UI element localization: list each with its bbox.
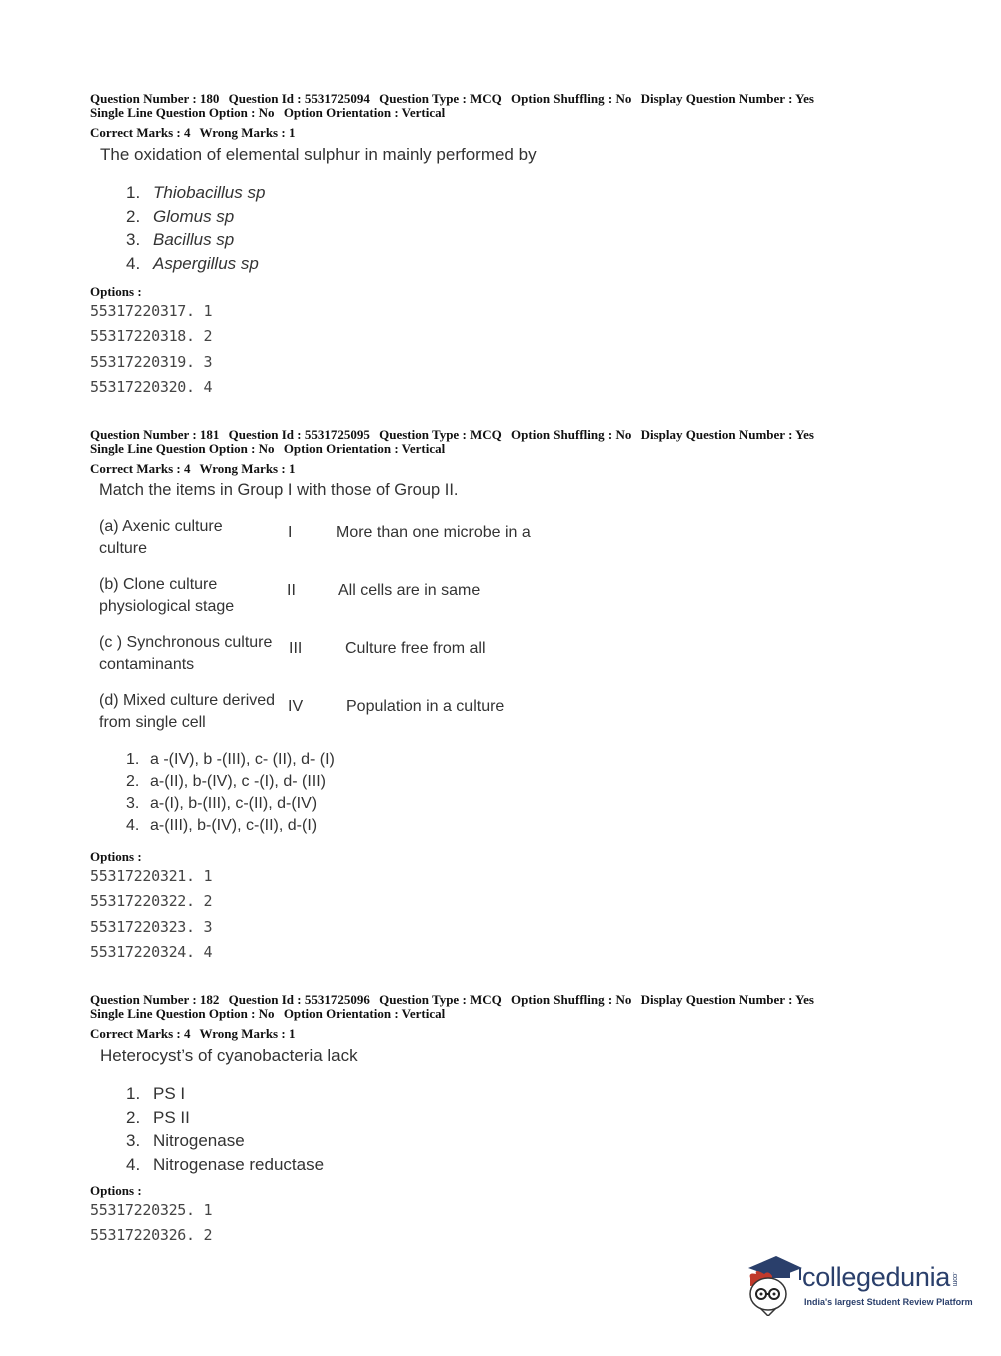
meta-display-number: Display Question Number : Yes <box>640 427 814 442</box>
meta-question-number: Question Number : 181 <box>90 427 220 442</box>
match-right-item: Population in a culture <box>346 698 505 715</box>
choice-item <box>126 749 335 771</box>
choice-text: Glomus sp <box>153 206 235 226</box>
choice-text: Nitrogenase reductase <box>153 1154 325 1174</box>
meta-question-number: Question Number : 182 <box>90 992 220 1007</box>
choice-number: 4. <box>126 817 140 834</box>
choice-item <box>126 793 335 815</box>
choice-number: 1. <box>126 1084 141 1103</box>
match-row <box>99 632 559 682</box>
question-stem: Heterocyst’s of cyanobacteria lack <box>100 1046 358 1065</box>
answer-choices <box>126 181 265 275</box>
match-row <box>99 574 559 624</box>
option-id: 55317220325. 1 <box>90 1201 213 1219</box>
option-id: 55317220323. 3 <box>90 917 213 936</box>
options-label: Options : <box>90 849 142 864</box>
question-stem: The oxidation of elemental sulphur in mainly performed by <box>100 145 537 164</box>
meta-question-type: Question Type : MCQ <box>379 427 502 442</box>
choice-number: 4. <box>126 1154 141 1174</box>
wrong-marks: Wrong Marks : 1 <box>199 461 296 476</box>
question-meta-line2 <box>90 1007 451 1022</box>
choice-item <box>126 181 265 205</box>
meta-display-number: Display Question Number : Yes <box>640 91 814 106</box>
choice-text: a-(III), b-(IV), c-(II), d-(I) <box>150 817 318 834</box>
match-row <box>99 516 559 566</box>
question-meta-line2 <box>90 442 451 457</box>
choice-text: Nitrogenase <box>153 1131 245 1150</box>
choice-text: a -(IV), b -(III), c- (II), d- (I) <box>150 751 335 768</box>
choice-item <box>126 228 265 252</box>
choice-text: PS I <box>153 1084 186 1103</box>
option-id: 55317220319. 3 <box>90 352 213 371</box>
options-list <box>90 299 212 400</box>
choice-item <box>126 815 335 837</box>
option-id: 55317220318. 2 <box>90 327 213 346</box>
mascot-icon <box>742 1250 804 1316</box>
option-id: 55317220326. 2 <box>90 1226 213 1245</box>
match-left-item: (b) Clone culture physiological stage <box>99 576 235 615</box>
option-id: 55317220321. 1 <box>90 867 213 885</box>
option-id: 55317220317. 1 <box>90 302 213 320</box>
options-list <box>90 1198 212 1249</box>
meta-question-id: Question Id : 5531725094 <box>228 91 370 106</box>
choice-item <box>126 1106 324 1130</box>
choice-item <box>126 252 265 276</box>
question-meta-line2 <box>90 106 451 121</box>
question-marks <box>90 462 301 477</box>
choice-text: Bacillus sp <box>153 230 235 249</box>
match-left-item: (d) Mixed culture derived from single cell <box>99 692 276 731</box>
wrong-marks: Wrong Marks : 1 <box>199 1026 296 1041</box>
wrong-marks: Wrong Marks : 1 <box>199 125 296 140</box>
match-right-item: All cells are in same <box>338 582 481 599</box>
option-id: 55317220324. 4 <box>90 942 213 961</box>
option-id: 55317220322. 2 <box>90 892 213 911</box>
meta-single-line: Single Line Question Option : No <box>90 441 275 456</box>
match-roman-numeral: IV <box>288 698 304 715</box>
meta-question-type: Question Type : MCQ <box>379 992 502 1007</box>
meta-question-id: Question Id : 5531725095 <box>228 427 370 442</box>
match-left-item: (a) Axenic culture culture <box>99 518 223 557</box>
options-label: Options : <box>90 1183 142 1198</box>
logo-wordmark <box>802 1262 958 1293</box>
meta-question-id: Question Id : 5531725096 <box>228 992 370 1007</box>
choice-number: 1. <box>126 183 141 202</box>
option-id: 55317220320. 4 <box>90 377 213 396</box>
choice-number: 2. <box>126 773 140 790</box>
question-marks <box>90 1027 301 1042</box>
match-roman-numeral: II <box>287 582 296 599</box>
match-left-item: (c ) Synchronous culture contaminants <box>99 634 273 673</box>
meta-single-line: Single Line Question Option : No <box>90 105 275 120</box>
choice-number: 3. <box>126 230 141 249</box>
match-right-item: Culture free from all <box>345 640 486 657</box>
meta-orientation: Option Orientation : Vertical <box>283 1006 446 1021</box>
meta-orientation: Option Orientation : Vertical <box>283 105 446 120</box>
correct-marks: Correct Marks : 4 <box>90 125 191 140</box>
choice-text: a-(II), b-(IV), c -(I), d- (III) <box>150 773 326 790</box>
meta-question-number: Question Number : 180 <box>90 91 220 106</box>
options-list <box>90 864 212 965</box>
correct-marks: Correct Marks : 4 <box>90 461 191 476</box>
options-label: Options : <box>90 284 142 299</box>
choice-text: a-(I), b-(III), c-(II), d-(IV) <box>150 795 318 812</box>
correct-marks: Correct Marks : 4 <box>90 1026 191 1041</box>
question-stem: Match the items in Group I with those of Group II. <box>99 481 459 499</box>
choice-item <box>126 1153 324 1177</box>
choice-number: 3. <box>126 795 140 812</box>
match-roman-numeral: III <box>289 640 303 657</box>
logo-word-text: collegedunia <box>802 1262 951 1292</box>
choice-item <box>126 1082 324 1106</box>
question-marks <box>90 126 301 141</box>
meta-display-number: Display Question Number : Yes <box>640 992 814 1007</box>
match-right-item: More than one microbe in a <box>336 524 531 541</box>
choice-item <box>126 205 265 229</box>
choice-item <box>126 771 335 793</box>
meta-single-line: Single Line Question Option : No <box>90 1006 275 1021</box>
answer-choices <box>126 1082 324 1176</box>
collegedunia-logo <box>742 1250 972 1316</box>
match-roman-numeral: I <box>288 524 293 541</box>
logo-tagline: India's largest Student Review Platform <box>804 1297 973 1307</box>
choice-text: Aspergillus sp <box>153 253 259 273</box>
choice-number: 3. <box>126 1131 141 1150</box>
meta-orientation: Option Orientation : Vertical <box>283 441 446 456</box>
choice-number: 1. <box>126 751 140 768</box>
logo-suffix: .com <box>951 1271 959 1286</box>
choice-number: 2. <box>126 1107 141 1127</box>
choice-number: 4. <box>126 253 141 273</box>
meta-option-shuffling: Option Shuffling : No <box>511 992 632 1007</box>
answer-choices <box>126 749 335 837</box>
choice-text: PS II <box>153 1107 190 1127</box>
meta-option-shuffling: Option Shuffling : No <box>511 91 632 106</box>
choice-number: 2. <box>126 206 141 226</box>
choice-text: Thiobacillus sp <box>153 183 266 202</box>
meta-option-shuffling: Option Shuffling : No <box>511 427 632 442</box>
meta-question-type: Question Type : MCQ <box>379 91 502 106</box>
match-row <box>99 690 559 740</box>
choice-item <box>126 1129 324 1153</box>
